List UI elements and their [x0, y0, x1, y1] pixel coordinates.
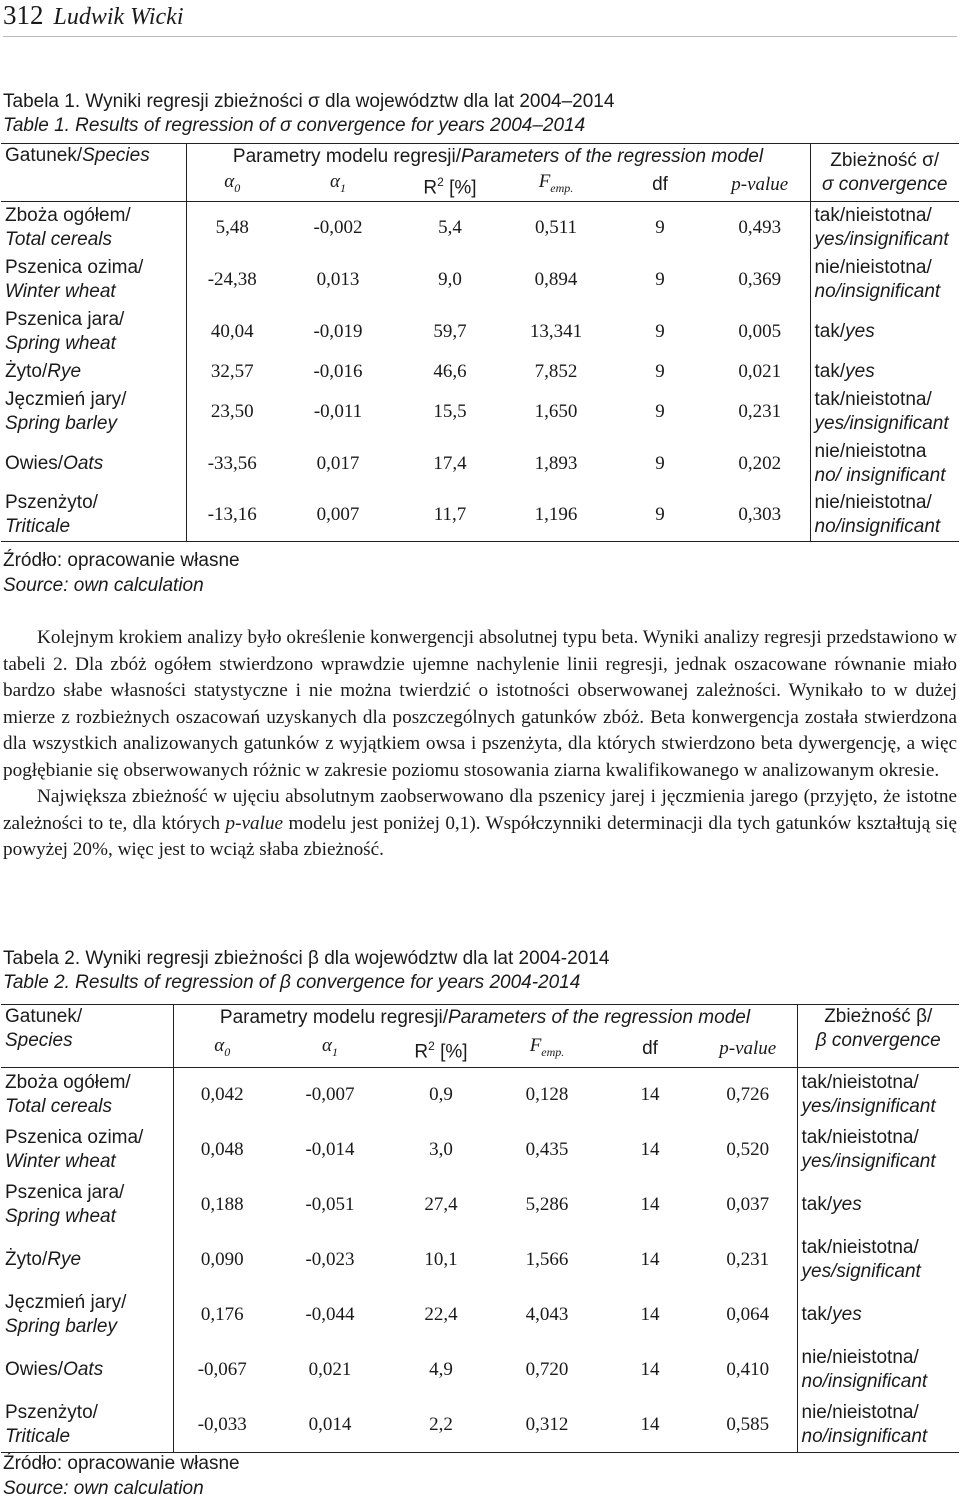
value-cell-a1: -0,011 [313, 400, 363, 422]
value-cell-p: 0,005 [738, 320, 782, 342]
value-cell-r2: 4,9 [429, 1359, 453, 1380]
value-cell-df: 14 [640, 1304, 660, 1325]
paragraph-1: Kolejnym krokiem analizy było określenie konwergencji absolutnej typu beta. Wyniki analizy regresji przedstawiono w tabeli 2. Dla zbóż ogółem stwierdzono wprawdzie ujemne nachylenie linii regresji, jednak oszacowane równanie miało bardzo słabe własności statystyczne i nie można twierdzić o istotności obserwowanej zależności. Wynikało to w dużej mierze z rozbieżnych oszacowań uzyskanych dla poszczególnych gatunków zbóż. Beta konwergencja została stwierdzona dla wszystkich analizowanych gatunków z wyjątkiem owsa i pszenżyta, dla których stwierdzono beta dywergencję, a więc pogłębianie się obserwowanych różnic w zakresie poziomu stosowania ziarna kwalifikowanego w analizowanym okresie. [3, 627, 957, 781]
table2-caption-en: Table 2. Results of regression of β convergence for years 2004-2014 [3, 972, 581, 993]
value-cell-r2: 11,7 [398, 490, 502, 542]
table1-caption-pl: Tabela 1. Wyniki regresji zbieżności σ dla województw dla lat 2004–2014 [3, 91, 615, 112]
table2-header-df: df [601, 1032, 699, 1068]
table-row [1, 1343, 959, 1398]
table1-header-a1: $\alpha_1$ [278, 170, 398, 202]
value-cell-p: 0,064 [726, 1304, 770, 1325]
table-row [1, 202, 959, 254]
table1-header-params: Parametry modelu regresji/Parameters of the regression model [186, 144, 810, 170]
value-cell-f: 13,341 [529, 320, 583, 342]
value-cell-f: 5,286 [525, 1194, 569, 1215]
convergence-cell: nie/nieistotna/ no/insignificant [797, 1343, 959, 1398]
species-cell: Pszenica ozima/ Winter wheat [1, 1123, 173, 1178]
value-cell-f: 1,893 [534, 452, 578, 474]
value-cell-df: 14 [640, 1194, 660, 1215]
value-cell-p: 0,231 [738, 400, 782, 422]
value-cell-p: 0,726 [726, 1084, 770, 1106]
species-cell: Żyto/Rye [1, 358, 186, 386]
value-cell-df: 14 [640, 1139, 660, 1160]
species-cell: Owies/Oats [1, 438, 186, 490]
table2-source-pl: Źródło: opracowanie własne [3, 1453, 240, 1474]
table1-header-species: Gatunek/Species [1, 144, 186, 202]
value-cell-df: 14 [640, 1249, 660, 1270]
value-cell-a1: -0,014 [305, 1139, 355, 1160]
table1-header-convergence: Zbieżność σ/ σ convergence [810, 144, 959, 202]
table-row [1, 306, 959, 358]
value-cell-a1: 0,017 [316, 452, 360, 474]
value-cell-p: 0,369 [738, 268, 782, 290]
table2-caption [3, 947, 609, 995]
value-cell-a0: 0,188 [200, 1194, 244, 1215]
value-cell-a1: 0,013 [316, 268, 360, 290]
table2-header-params: Parametry modelu regresji/Parameters of the regression model [173, 1005, 797, 1032]
table1-header-df: df [610, 170, 710, 202]
value-cell-p: 0,410 [726, 1359, 770, 1380]
table1-header-a0: $\alpha_0$ [186, 170, 278, 202]
table2-body [1, 1068, 959, 1453]
value-cell-r2: 10,1 [424, 1249, 458, 1270]
value-cell-a1: 0,021 [308, 1359, 352, 1380]
convergence-cell: tak/nieistotna/ yes/insignificant [810, 202, 959, 254]
value-cell-df: 14 [601, 1398, 699, 1453]
table-row [1, 1123, 959, 1178]
table2-caption-pl: Tabela 2. Wyniki regresji zbieżności β dla województw dla lat 2004-2014 [3, 948, 610, 969]
value-cell-a0: -24,38 [207, 268, 257, 290]
value-cell-p: 0,037 [726, 1194, 770, 1215]
table2-header-convergence: Zbieżność β/ β convergence [797, 1005, 959, 1068]
value-cell-f: 1,566 [525, 1249, 569, 1270]
species-cell: Pszenica ozima/ Winter wheat [1, 254, 186, 306]
value-cell-a1: -0,051 [305, 1194, 355, 1215]
value-cell-a1: -0,044 [305, 1304, 355, 1325]
species-cell: Pszenżyto/ Triticale [1, 490, 186, 542]
value-cell-f: 1,196 [502, 490, 610, 542]
table1-caption-en: Table 1. Results of regression of σ convergence for years 2004–2014 [3, 115, 586, 136]
convergence-cell: tak/nieistotna/ yes/significant [797, 1233, 959, 1288]
value-cell-p: 0,520 [726, 1139, 770, 1160]
table2-header-f: $F_{emp.}$ [493, 1032, 601, 1068]
value-cell-a1: -0,023 [305, 1249, 355, 1270]
table2-header-p: p-value [699, 1032, 797, 1068]
value-cell-r2: 22,4 [424, 1304, 458, 1325]
value-cell-r2: 0,9 [429, 1084, 453, 1106]
value-cell-f: 7,852 [534, 360, 578, 382]
value-cell-df: 14 [640, 1084, 660, 1106]
table-row [1, 1178, 959, 1233]
convergence-cell: tak/yes [797, 1288, 959, 1343]
table-row [1, 254, 959, 306]
value-cell-r2: 17,4 [433, 452, 467, 474]
table-row [1, 438, 959, 490]
value-cell-a1: -0,002 [313, 216, 363, 238]
table1-header-r2: $R^2$ [%] [398, 170, 502, 202]
species-cell: Pszenica jara/ Spring wheat [1, 1178, 173, 1233]
convergence-cell: tak/yes [797, 1178, 959, 1233]
table-row [1, 1398, 959, 1453]
table1-header-f: $F_{emp.}$ [502, 170, 610, 202]
value-cell-r2: 46,6 [433, 360, 467, 382]
table2-header-a0: $\alpha_0$ [173, 1032, 271, 1068]
table1-caption [3, 90, 614, 138]
value-cell-a0: 0,048 [200, 1139, 244, 1160]
value-cell-a0: 40,04 [210, 320, 254, 342]
table-row [1, 1288, 959, 1343]
value-cell-f: 0,312 [493, 1398, 601, 1453]
table-row [1, 358, 959, 386]
value-cell-a0: 23,50 [210, 400, 254, 422]
value-cell-df: 9 [655, 268, 665, 290]
value-cell-a0: -0,033 [173, 1398, 271, 1453]
table1-body [1, 202, 959, 542]
species-cell: Zboża ogółem/ Total cereals [1, 202, 186, 254]
value-cell-r2: 9,0 [438, 268, 462, 290]
value-cell-df: 14 [640, 1359, 660, 1380]
species-cell: Żyto/Rye [1, 1233, 173, 1288]
table2-source [3, 1451, 240, 1501]
value-cell-df: 9 [655, 400, 665, 422]
convergence-cell: tak/nieistotna/ yes/insignificant [810, 386, 959, 438]
table-row [1, 490, 959, 542]
value-cell-f: 0,720 [525, 1359, 569, 1380]
running-header [3, 0, 183, 31]
paragraph-2: Największa zbieżność w ujęciu absolutnym zaobserwowano dla pszenicy jarej i jęczmienia jarego (przyjęto, że istotne zależności to te, dla których p-value modelu jest poniżej 0,1). Współczynniki determinacji dla tych gatunków kształtują się powyżej 20%, więc jest to wciąż słaba zbieżność. [3, 786, 957, 860]
species-cell: Pszenżyto/ Triticale [1, 1398, 173, 1453]
value-cell-r2: 3,0 [429, 1139, 453, 1160]
value-cell-p: 0,021 [738, 360, 782, 382]
value-cell-p: 0,303 [710, 490, 810, 542]
value-cell-a0: -0,067 [197, 1359, 247, 1380]
value-cell-a1: -0,019 [313, 320, 363, 342]
value-cell-a0: 32,57 [210, 360, 254, 382]
page-number: 312 [3, 0, 44, 30]
table1-source-en: Source: own calculation [3, 575, 204, 596]
species-cell: Zboża ogółem/ Total cereals [1, 1068, 173, 1123]
value-cell-a0: -33,56 [207, 452, 257, 474]
running-author: Ludwik Wicki [53, 4, 184, 30]
value-cell-a0: -13,16 [186, 490, 278, 542]
value-cell-f: 1,650 [534, 400, 578, 422]
value-cell-a0: 0,042 [200, 1084, 244, 1106]
value-cell-r2: 5,4 [438, 216, 462, 238]
table2-header-species: Gatunek/ Species [1, 1005, 173, 1068]
value-cell-f: 0,894 [534, 268, 578, 290]
value-cell-a1: -0,016 [313, 360, 363, 382]
table1-source [3, 548, 240, 598]
value-cell-f: 0,128 [525, 1084, 569, 1106]
table-row [1, 386, 959, 438]
table1-header-p: p-value [710, 170, 810, 202]
species-cell: Jęczmień jary/ Spring barley [1, 386, 186, 438]
convergence-cell: nie/nieistotna/ no/insignificant [797, 1398, 959, 1453]
species-cell: Owies/Oats [1, 1343, 173, 1398]
value-cell-p: 0,231 [726, 1249, 770, 1270]
convergence-cell: nie/nieistotna no/ insignificant [810, 438, 959, 490]
convergence-cell: nie/nieistotna/ no/insignificant [810, 254, 959, 306]
value-cell-p: 0,202 [738, 452, 782, 474]
value-cell-f: 0,435 [525, 1139, 569, 1160]
table2-source-en: Source: own calculation [3, 1478, 204, 1499]
table-row [1, 1068, 959, 1123]
value-cell-a1: 0,007 [278, 490, 398, 542]
value-cell-a1: 0,014 [271, 1398, 389, 1453]
table1-source-pl: Źródło: opracowanie własne [3, 550, 240, 571]
value-cell-df: 9 [655, 320, 665, 342]
convergence-cell: tak/nieistotna/ yes/insignificant [797, 1123, 959, 1178]
value-cell-a0: 0,176 [200, 1304, 244, 1325]
value-cell-df: 9 [610, 490, 710, 542]
body-text [3, 625, 957, 864]
value-cell-a0: 5,48 [215, 216, 249, 238]
header-rule [3, 36, 957, 37]
value-cell-p: 0,585 [699, 1398, 797, 1453]
value-cell-a0: 0,090 [200, 1249, 244, 1270]
value-cell-df: 9 [655, 216, 665, 238]
value-cell-r2: 15,5 [433, 400, 467, 422]
table-row [1, 1233, 959, 1288]
value-cell-f: 0,511 [534, 216, 578, 238]
value-cell-df: 9 [655, 360, 665, 382]
species-cell: Pszenica jara/ Spring wheat [1, 306, 186, 358]
table1 [1, 143, 959, 542]
table2-header-r2: $R^2$ [%] [389, 1032, 493, 1068]
value-cell-r2: 2,2 [389, 1398, 493, 1453]
value-cell-r2: 59,7 [433, 320, 467, 342]
convergence-cell: tak/yes [810, 358, 959, 386]
value-cell-a1: -0,007 [305, 1084, 355, 1106]
table2 [1, 1004, 959, 1453]
value-cell-r2: 27,4 [424, 1194, 458, 1215]
convergence-cell: nie/nieistotna/ no/insignificant [810, 490, 959, 542]
convergence-cell: tak/yes [810, 306, 959, 358]
table2-header-a1: $\alpha_1$ [271, 1032, 389, 1068]
value-cell-p: 0,493 [738, 216, 782, 238]
value-cell-df: 9 [655, 452, 665, 474]
convergence-cell: tak/nieistotna/ yes/insignificant [797, 1068, 959, 1123]
value-cell-f: 4,043 [525, 1304, 569, 1325]
species-cell: Jęczmień jary/ Spring barley [1, 1288, 173, 1343]
